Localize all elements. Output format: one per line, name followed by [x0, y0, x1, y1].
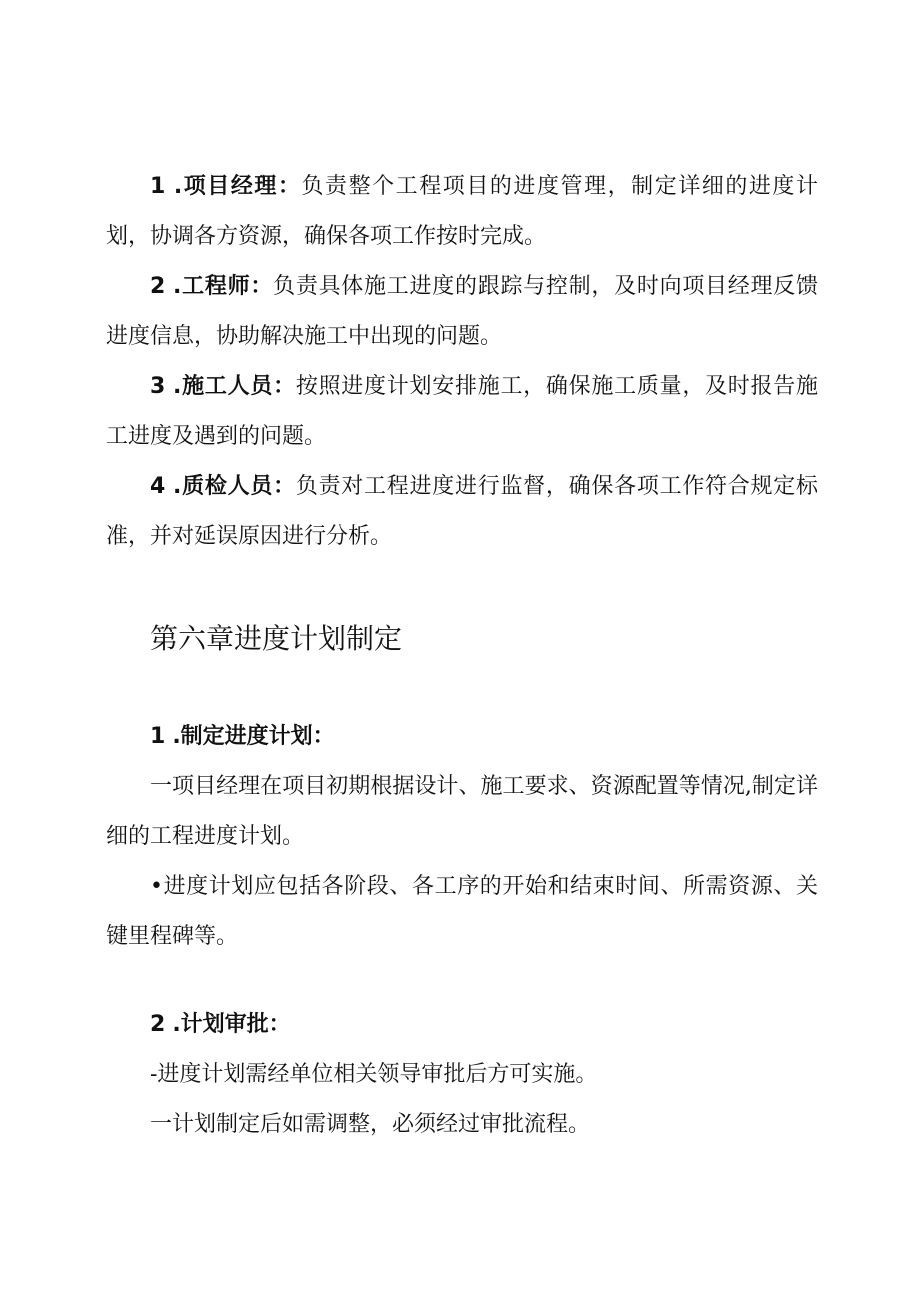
- section-1-line-1: 一项目经理在项目初期根据设计、施工要求、资源配置等情况,制定详细的工程进度计划。: [106, 774, 818, 849]
- section-heading-1: [150, 712, 335, 762]
- role-paragraph-1: [106, 162, 818, 262]
- section-heading-2: [150, 1000, 291, 1050]
- role-description: 负责对工程进度进行监督，确保各项工作符合规定标准，并对延误原因进行分析。: [106, 474, 818, 549]
- section-number: 1: [150, 724, 166, 749]
- section-1-line-2: •进度计划应包括各阶段、各工序的开始和结束时间、所需资源、关键里程碑等。: [106, 874, 818, 949]
- role-paragraph-2: [106, 262, 818, 362]
- role-label: 工程师：: [181, 274, 274, 299]
- role-number: 4: [150, 474, 166, 499]
- role-separator: .: [173, 374, 182, 399]
- role-number: 2: [150, 274, 166, 299]
- role-description: 负责整个工程项目的进度管理，制定详细的进度计划，协调各方资源，确保各项工作按时完成。: [106, 174, 818, 249]
- role-paragraph-3: [106, 362, 818, 462]
- section-title: 计划审批：: [180, 1012, 291, 1037]
- role-label: 项目经理：: [182, 174, 302, 199]
- role-number: 3: [150, 374, 166, 399]
- role-number: 1: [150, 174, 166, 199]
- role-separator: .: [173, 174, 183, 199]
- section-number: 2: [150, 1012, 166, 1037]
- role-description: 负责具体施工进度的跟踪与控制，及时向项目经理反馈进度信息，协助解决施工中出现的问题。: [106, 274, 818, 349]
- section-separator: .: [172, 1012, 181, 1037]
- section-2-line-2: 一计划制定后如需调整，必须经过审批流程。: [150, 1112, 591, 1137]
- role-separator: .: [173, 274, 182, 299]
- role-paragraph-4: [106, 462, 818, 562]
- role-separator: .: [173, 474, 182, 499]
- role-label: 施工人员：: [181, 374, 296, 399]
- section-separator: .: [172, 724, 181, 749]
- role-label: 质检人员：: [181, 474, 296, 499]
- section-title: 制定进度计划：: [180, 724, 335, 749]
- role-description: 按照进度计划安排施工，确保施工质量，及时报告施工进度及遇到的问题。: [106, 374, 818, 449]
- chapter-title: 第六章进度计划制定: [150, 622, 403, 655]
- section-2-line-1: -进度计划需经单位相关领导审批后方可实施。: [150, 1062, 598, 1087]
